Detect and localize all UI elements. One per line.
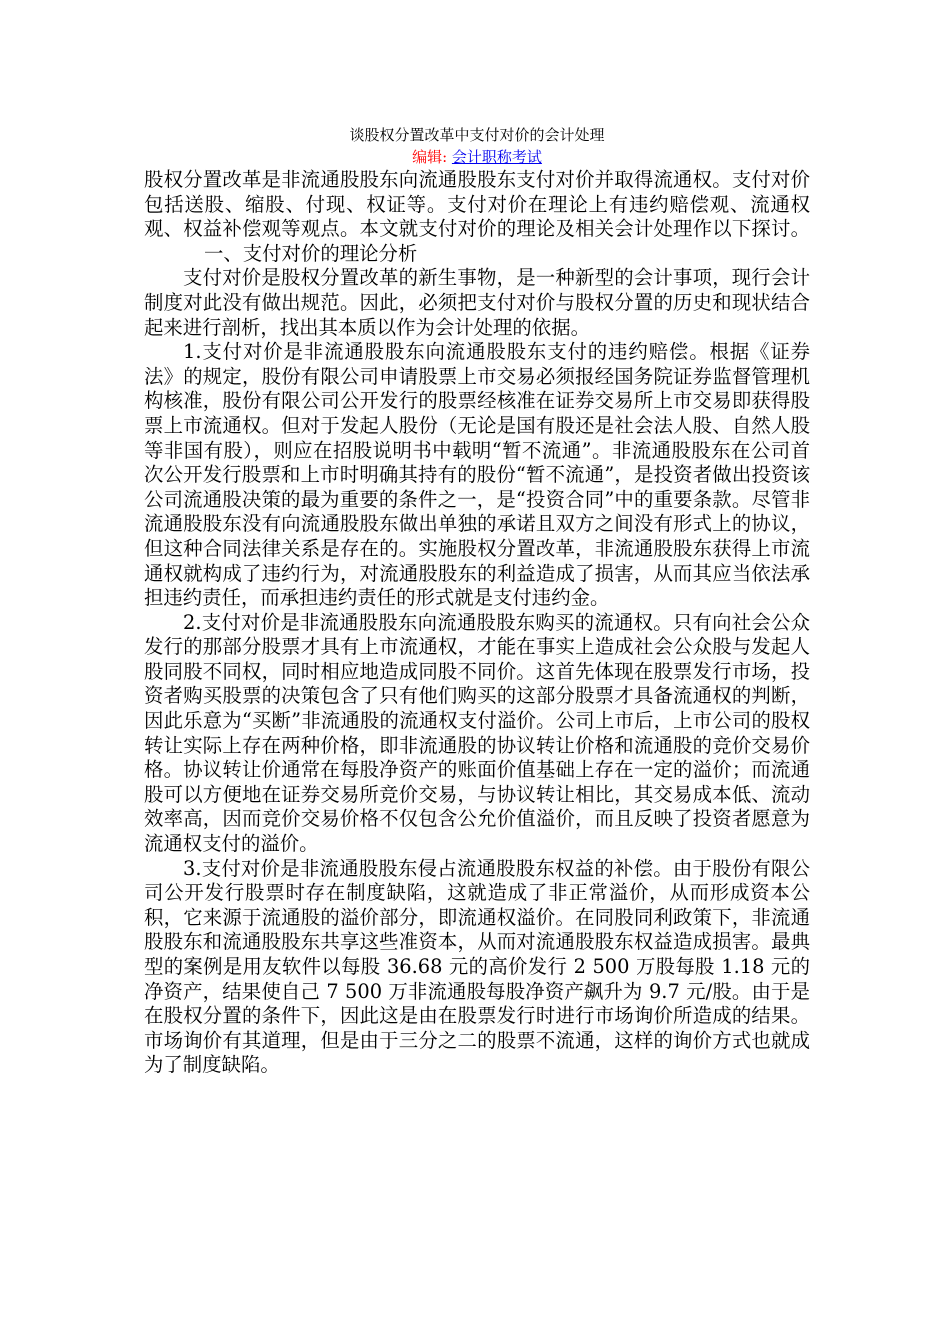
- editor-link[interactable]: 会计职称考试: [451, 148, 542, 166]
- intro-text: 股权分置改革是非流通股股东向流通股股东支付对价并取得流通权。支付对价包括送股、缩股、付现、权证等。支付对价在理论上有违约赔偿观、流通权观、权益补偿观等观点。本文就支付对价的理论及相关会计处理作以下探讨。: [144, 168, 810, 241]
- section-heading: 一、支付对价的理论分析: [204, 241, 418, 265]
- body-paragraph: 2.支付对价是非流通股股东向流通股股东购买的流通权。只有向社会公众发行的那部分股票才具有上市流通权，才能在事实上造成社会公众股与发起人股同股不同权，同时相应地造成同股不同价。这首先体现在股票发行市场，投资者购买股票的决策包含了只有他们购买的这部分股票才具备流通权的判断，因此乐意为“买断”非流通股的流通权支付溢价。公司上市后，上市公司的股权转让实际上存在两种价格，即非流通股的协议转让价格和流通股的竞价交易价格。协议转让价通常在每股净资产的账面价值基础上存在一定的溢价；而流通股可以方便地在证券交易所竞价交易，与协议转让相比，其交易成本低、流动效率高，因而竞价交易价格不仅包含公允价值溢价，而且反映了投资者愿意为流通权支付的溢价。: [144, 610, 810, 856]
- editor-label: 编辑:: [412, 148, 452, 166]
- intro-paragraph: [144, 168, 810, 266]
- body-paragraph: 1.支付对价是非流通股股东向流通股股东支付的违约赔偿。根据《证券法》的规定，股份有限公司申请股票上市交易必须报经国务院证券监督管理机构核准，股份有限公司公开发行的股票经核准在证券交易所上市交易即获得股票上市流通权。但对于发起人股份（无论是国有股还是社会法人股、自然人股等非国有股），则应在招股说明书中载明“暂不流通”。非流通股股东在公司首次公开发行股票和上市时明确其持有的股份“暂不流通”，是投资者做出投资该公司流通股决策的最为重要的条件之一，是“投资合同”中的重要条款。尽管非流通股股东没有向流通股股东做出单独的承诺且双方之间没有形式上的协议，但这种合同法律关系是存在的。实施股权分置改革，非流通股股东获得上市流通权就构成了违约行为，对流通股股东的利益造成了损害，从而其应当依法承担违约责任，而承担违约责任的形式就是支付违约金。: [144, 340, 810, 610]
- document-page: [144, 124, 810, 1078]
- body-paragraph: 3.支付对价是非流通股股东侵占流通股股东权益的补偿。由于股份有限公司公开发行股票时存在制度缺陷，这就造成了非正常溢价，从而形成资本公积，它来源于流通股的溢价部分，即流通权溢价。在同股同利政策下，非流通股股东和流通股股东共享这些准资本，从而对流通股股东权益造成损害。最典型的案例是用友软件以每股 36.68 元的高价发行 2 500 万股每股 1.18 元的净资产，结果使自己 7 500 万非流通股每股净资产飙升为 9.7 元/股。由于是在股权分置的条件下，因此这是由在股票发行时进行市场询价所造成的结果。市场询价有其道理，但是由于三分之二的股票不流通，这样的询价方式也就成为了制度缺陷。: [144, 856, 810, 1077]
- editor-line: [144, 146, 810, 168]
- body-paragraph: 支付对价是股权分置改革的新生事物，是一种新型的会计事项，现行会计制度对此没有做出规范。因此，必须把支付对价与股权分置的历史和现状结合起来进行剖析，找出其本质以作为会计处理的依据。: [144, 266, 810, 339]
- document-title: 谈股权分置改革中支付对价的会计处理: [349, 126, 605, 144]
